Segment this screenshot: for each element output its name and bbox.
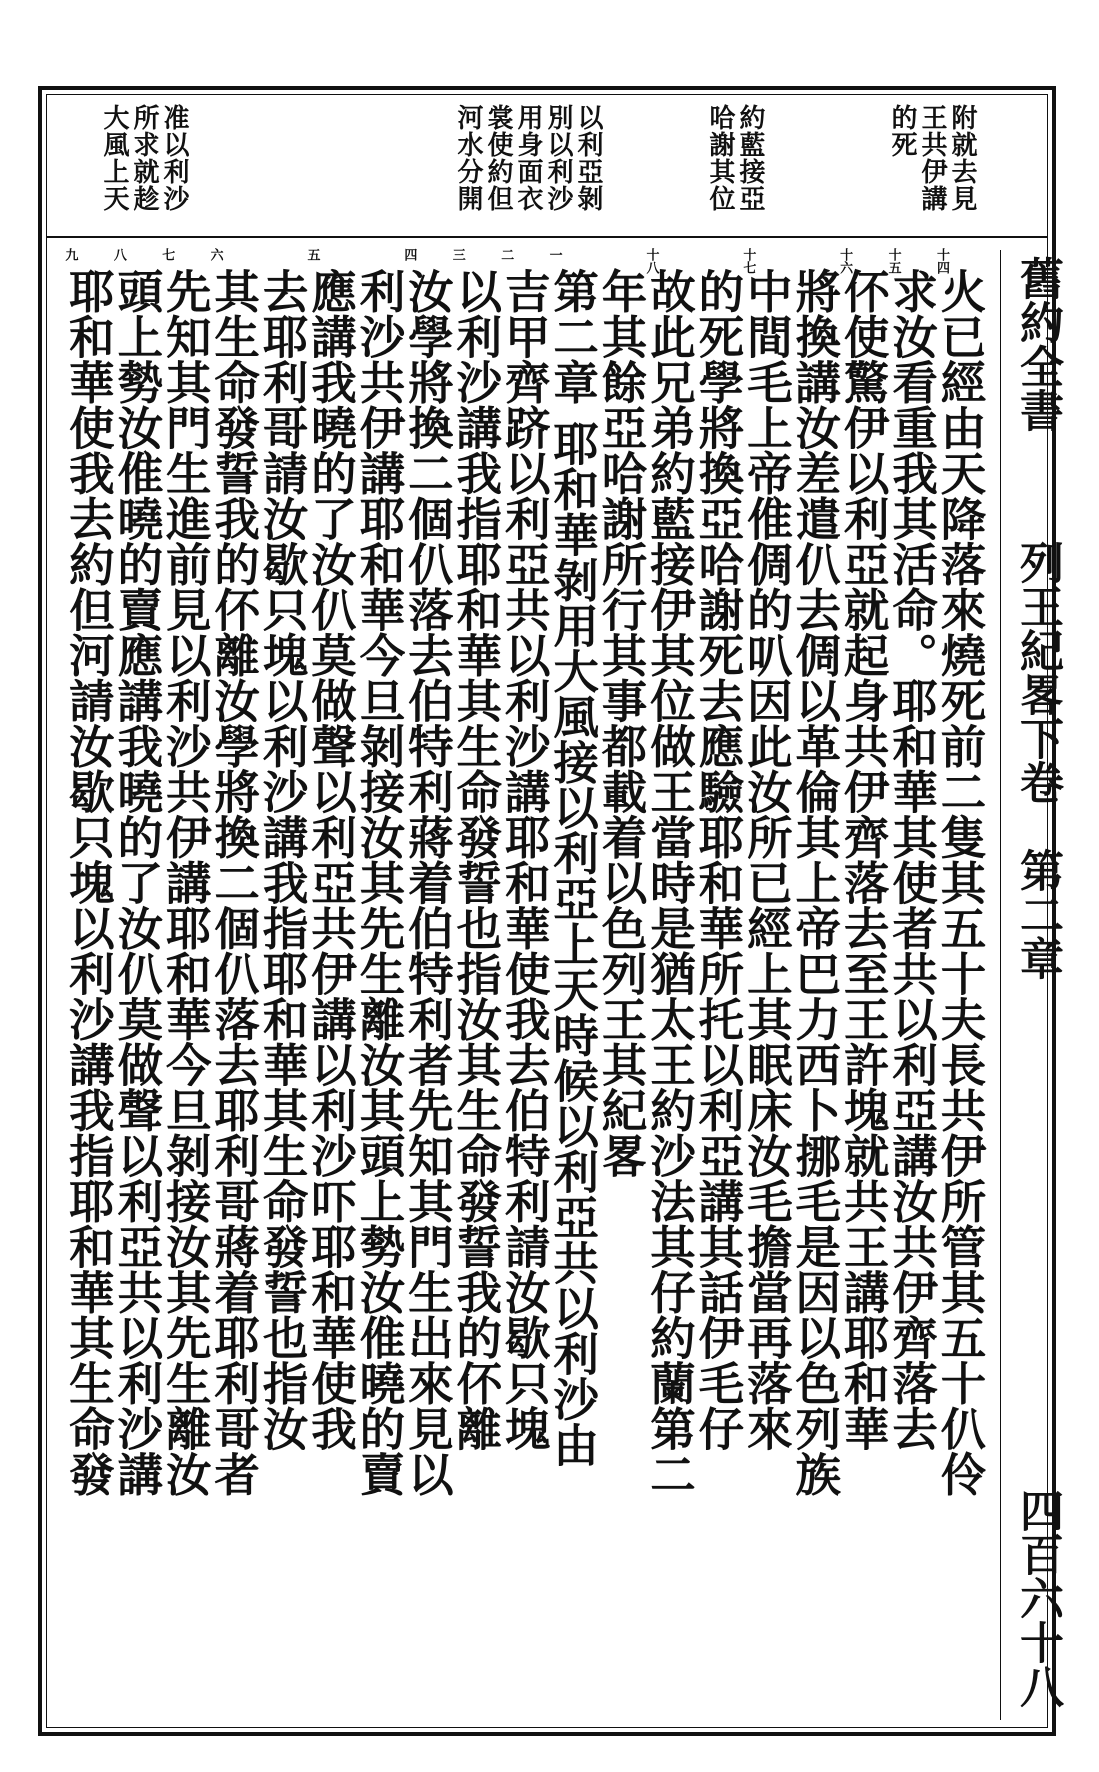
verse-number: 七	[159, 248, 175, 261]
column-text: 故此兄弟約藍接伊其位做王當時是猶太王約沙法其仔約蘭第二	[643, 268, 698, 1497]
note-column: 王共伊講	[917, 104, 947, 212]
column-text: 其生命發誓我的伓離汝學將換二個仈落去耶利哥蔣着耶利哥者	[207, 268, 262, 1497]
column-text: 吉甲齊跻以利亞共以利沙講耶和華使我去伯特利請汝歇只塊	[498, 268, 553, 1451]
page-number: 四百六十八	[1012, 1488, 1063, 1708]
chapter-title: 列王紀畧下卷 第二章	[1012, 540, 1063, 980]
column-text: 頭上勢汝倠曉的賣應講我曉的了汝仈莫做聲以利亞共以利沙講	[110, 268, 165, 1497]
verse-number: 三	[449, 248, 465, 261]
running-header	[1000, 250, 1063, 1720]
body-text	[62, 248, 994, 1720]
column-text: 年其餘亞哈謝所行其事都載着以色列王其紀畧	[595, 268, 650, 1178]
column-text: 第二章 耶和華剝用大風接以利亞上天時候以利亞共以利沙由	[546, 268, 601, 1467]
text-column	[643, 248, 703, 1720]
verse-number: 十四	[934, 248, 949, 274]
text-column	[401, 248, 461, 1720]
column-text: 應講我曉的了汝仈莫做聲以利亞共伊講以利沙吓耶和華使我	[304, 268, 359, 1451]
column-text: 中間毛上帝倠倜的叭因此汝所已經上其眠床汝毛擔當再落來	[740, 268, 795, 1451]
verse-number: 十八	[643, 248, 659, 274]
note-group-2	[706, 104, 764, 232]
text-column	[498, 248, 558, 1720]
text-column	[885, 248, 945, 1720]
column-text: 去耶利哥請汝歇只塊以利沙講我指耶和華其生命發誓也指汝	[256, 268, 311, 1451]
column-text: 求汝看重我其活命。耶和華其使者共以利亞講汝共伊齊落去	[885, 268, 940, 1451]
note-column: 大風上天	[99, 104, 129, 212]
note-column: 用身面衣	[513, 104, 543, 212]
text-column	[837, 248, 897, 1720]
text-column	[691, 256, 751, 1720]
text-column	[159, 248, 219, 1720]
text-column	[352, 256, 413, 1720]
note-group-4	[100, 104, 188, 232]
note-column: 附就去見	[947, 104, 977, 212]
note-column: 所求就趁	[129, 104, 159, 212]
note-column: 准以利沙	[159, 104, 189, 212]
verse-number: 二	[498, 248, 514, 261]
note-group-3	[454, 104, 602, 232]
text-column	[110, 248, 170, 1720]
column-text: 耶和華使我去約但河請汝歇只塊以利沙講我指耶和華其生命發	[62, 268, 117, 1497]
column-text: 伓使驚伊以利亞就起身共伊齊落去至王許塊就共王講耶和華	[837, 268, 892, 1451]
verse-number: 一	[546, 248, 562, 261]
verse-number: 六	[207, 248, 223, 261]
text-column	[207, 248, 267, 1720]
text-column	[788, 256, 848, 1720]
note-column: 以利亞剝	[573, 104, 603, 212]
text-column	[256, 256, 316, 1720]
verse-number: 四	[401, 248, 417, 261]
column-text: 先知其門生進前見以利沙共伊講耶和華今旦剝接汝其先生離汝	[159, 268, 214, 1497]
verse-number: 十七	[740, 248, 756, 274]
note-column: 約藍接亞	[735, 104, 765, 212]
column-text: 的死學將換亞哈謝死去應驗耶和華所托以利亞講其話伊毛仔	[691, 268, 746, 1451]
note-column: 裳使約但	[483, 104, 513, 212]
verse-number: 五	[304, 248, 320, 261]
text-column	[449, 248, 509, 1720]
text-column	[595, 256, 655, 1720]
text-column	[304, 248, 364, 1720]
book-title: 舊約全書	[1012, 256, 1063, 432]
verse-number: 九	[62, 248, 78, 261]
verse-number: 十六	[837, 248, 853, 274]
note-column: 別以利沙	[543, 104, 573, 212]
text-column	[546, 248, 606, 1720]
note-column: 河水分開	[453, 104, 483, 212]
header-rule	[46, 236, 1048, 238]
note-column: 的死	[887, 104, 917, 158]
note-group-1	[888, 104, 976, 232]
text-column	[934, 248, 994, 1720]
text-column	[740, 248, 800, 1720]
text-column	[62, 248, 122, 1720]
column-text: 以利沙講我指耶和華其生命發誓也指汝其生命發誓我的伓離	[449, 268, 504, 1451]
column-text: 利沙共伊講耶和華今旦剝接汝其先生離汝其頭上勢汝倠曉的賣	[352, 268, 407, 1497]
verse-number: 十五	[885, 248, 901, 274]
column-text: 汝學將換二個仈落去伯特利蔣着伯特利者先知其門生出來見以	[401, 268, 456, 1497]
verse-number: 八	[110, 248, 126, 261]
note-column: 哈謝其位	[705, 104, 735, 212]
column-text: 將換講汝差遣仈去倜以革倫其上帝巴力西卜挪毛是因以色列族	[788, 268, 843, 1497]
column-text: 火已經由天降落來燒死前二隻其五十夫長共伊所管其五十仈伶	[934, 268, 988, 1497]
